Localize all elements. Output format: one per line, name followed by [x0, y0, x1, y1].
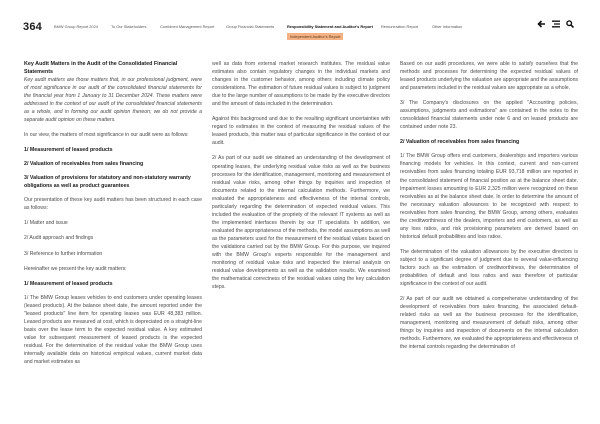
paragraph: 2/ As part of our audit we obtained an understanding of the development of operating leases, the underlying residual value risks as well as the business processes for the identification, management, monitoring and measurement of residual value risks, among other things by inquiries and inspection of documents related to the internal calculation methods. Furthermore, we evaluated the appropriateness and effectiveness of the internal controls, particularly regarding the determination of expected residual values. This included the evaluation of the propriety of the relevant IT systems as well as the implemented interfaces therein by our IT specialists. In addition, we evaluated the appropriateness of the methods, the model assumptions as well as the parameters used for the measurement of the residual values based on the validations carried out by the BMW Group. For this purpose, we inquired with the BMW Group's experts responsible for the management and monitoring of residual value risks and inspected the internal analysis on residual value developments as well as the validation results. We examined the mathematical correctness of the residual values using the key calculation steps. [212, 155, 390, 291]
page-header [0, 0, 600, 40]
structure-item: 2/ Audit approach and findings [24, 235, 94, 242]
paragraph: 1/ The BMW Group leases vehicles to end customers under operating leases (leased products). At the balance sheet date, the amount reported under the "leased products" line item for operating leases was EUR 48,383 million. Leased products are measured at cost, which is depreciated on a straight-line basis over the lease term to the expected residual value. A key estimated value for subsequent measurement of leased products is the expected residual. For the determination of the residual value the BMW Group uses internally available data on historical empirical values, current market data and market estimates as [24, 294, 202, 365]
text-column-2 [212, 60, 390, 298]
nav-item-remuneration-report[interactable]: Remuneration Report [381, 24, 419, 29]
nav-item-group-report[interactable]: BMW Group Report 2024 [54, 24, 98, 29]
sub-section-badge[interactable]: Independent Auditor's Report [287, 33, 343, 40]
nav-item-other-information[interactable]: Other Information [432, 24, 463, 29]
nav-item-to-our-stakeholders[interactable]: To Our Stakeholders [111, 24, 147, 29]
matter-list-item: 1/ Measurement of leased products [24, 147, 113, 154]
paragraph: In our view, the matters of most significance in our audit were as follows: [24, 132, 189, 139]
paragraph: Our presentation of these key audit matters has been structured in each case as follows: [24, 197, 202, 212]
paragraph: Against this background and due to the resulting significant uncertainties with regard to estimates in the context of measuring the residual values of the leased products, this matter was of particular significance in the context of our audit. [212, 116, 390, 147]
matter-list-item: 2/ Valuation of receivables from sales financing [24, 161, 144, 168]
paragraph: 2/ As part of our audit we obtained a comprehensive understanding of the development of receivables from sales financing, the associated default-related risks as well as the business processes for the identification, management, monitoring and measurement of default risks, among other things by inquiries and inspection of documents on the internal calculation methods. Furthermore, we evaluated the appropriateness and effectiveness of the internal controls regarding the determination of [400, 296, 578, 351]
paragraph: well as data from external market research institutes. The residual value estimates also contain regulatory changes in the individual markets and changes in the customer behavior, among others including climate policy considerations. The estimation of future residual values is subject to judgment due to the large number of assumptions to be made by the executive directors and the amount of data included in the determination. [212, 61, 390, 108]
paragraph: 1/ The BMW Group offers end customers, dealerships and importers various financing models for vehicles. In this context, current and non-current receivables from sales financing totaling EUR 93,718 million are reported in the consolidated statement of financial position as at the balance sheet date. Impairment losses amounting to EUR 2,325 million were recognized on these receivables as at the balance sheet date. In order to determine the amount of the necessary valuation allowances to be recognized with respect to receivables from sales financing, the BMW Group, among others, evaluates the creditworthiness of the dealers, importers and end customers, as well as any loss ratios, and risk provisioning parameters are derived based on historical default probabilities and loss ratios. [400, 153, 578, 240]
menu-icon[interactable] [552, 20, 560, 28]
text-column-1 [24, 60, 202, 373]
key-audit-matters-heading: Key Audit Matters in the Audit of the Consolidated Financial Statements [24, 61, 178, 75]
page-number: 364 [23, 21, 42, 33]
section-heading-leased-products: 1/ Measurement of leased products [24, 280, 113, 287]
nav-item-group-financial-statements[interactable]: Group Financial Statements [226, 24, 275, 29]
nav-item-responsibility-statement[interactable]: Responsibility Statement and Auditor's Report [287, 24, 373, 29]
search-icon[interactable] [566, 20, 574, 28]
structure-item: 1/ Matter and issue [24, 220, 68, 227]
structure-item: 3/ Reference to further information [24, 250, 103, 257]
intro-paragraph: Key audit matters are those matters that, in our professional judgment, were of most significance in our audit of the consolidated financial statements for the financial year from 1 January to 31 December 2024. These matters were addressed in the context of our audit of the consolidated financial statements as a whole, and in forming our audit opinion thereon; we do not provide a separate audit opinion on these matters. [24, 77, 202, 124]
matter-list-item: 3/ Valuation of provisions for statutory and non-statutory warranty obligations as well as product guarantees [24, 175, 191, 190]
paragraph: Hereinafter we present the key audit matters: [24, 265, 127, 272]
header-icons [537, 20, 574, 28]
paragraph: 3/ The Company's disclosures on the applied "Accounting policies, assumptions, judgments and estimations" are contained in the notes to the consolidated financial statements under note 6 and on leased products are contained under note 23. [400, 100, 578, 131]
nav-item-combined-management-report[interactable]: Combined Management Report [160, 24, 215, 29]
paragraph: Based on our audit procedures, we were able to satisfy ourselves that the methods and processes for determining the expected residual values of leased products underlying the valuation are appropriate and the assumptions and parameters included in the residual values are appropriate as a whole. [400, 61, 578, 92]
text-column-3 [400, 60, 578, 358]
section-heading-receivables: 2/ Valuation of receivables from sales financing [400, 139, 520, 146]
paragraph: The determination of the valuation allowances by the executive directors is subject to a significant degree of judgment due to several value-influencing factors such as the estimation of creditworthiness, the determination of probabilities of default and loss ratios and was therefore of particular significance in the context of our audit. [400, 248, 578, 288]
back-arrow-icon[interactable] [537, 20, 546, 28]
